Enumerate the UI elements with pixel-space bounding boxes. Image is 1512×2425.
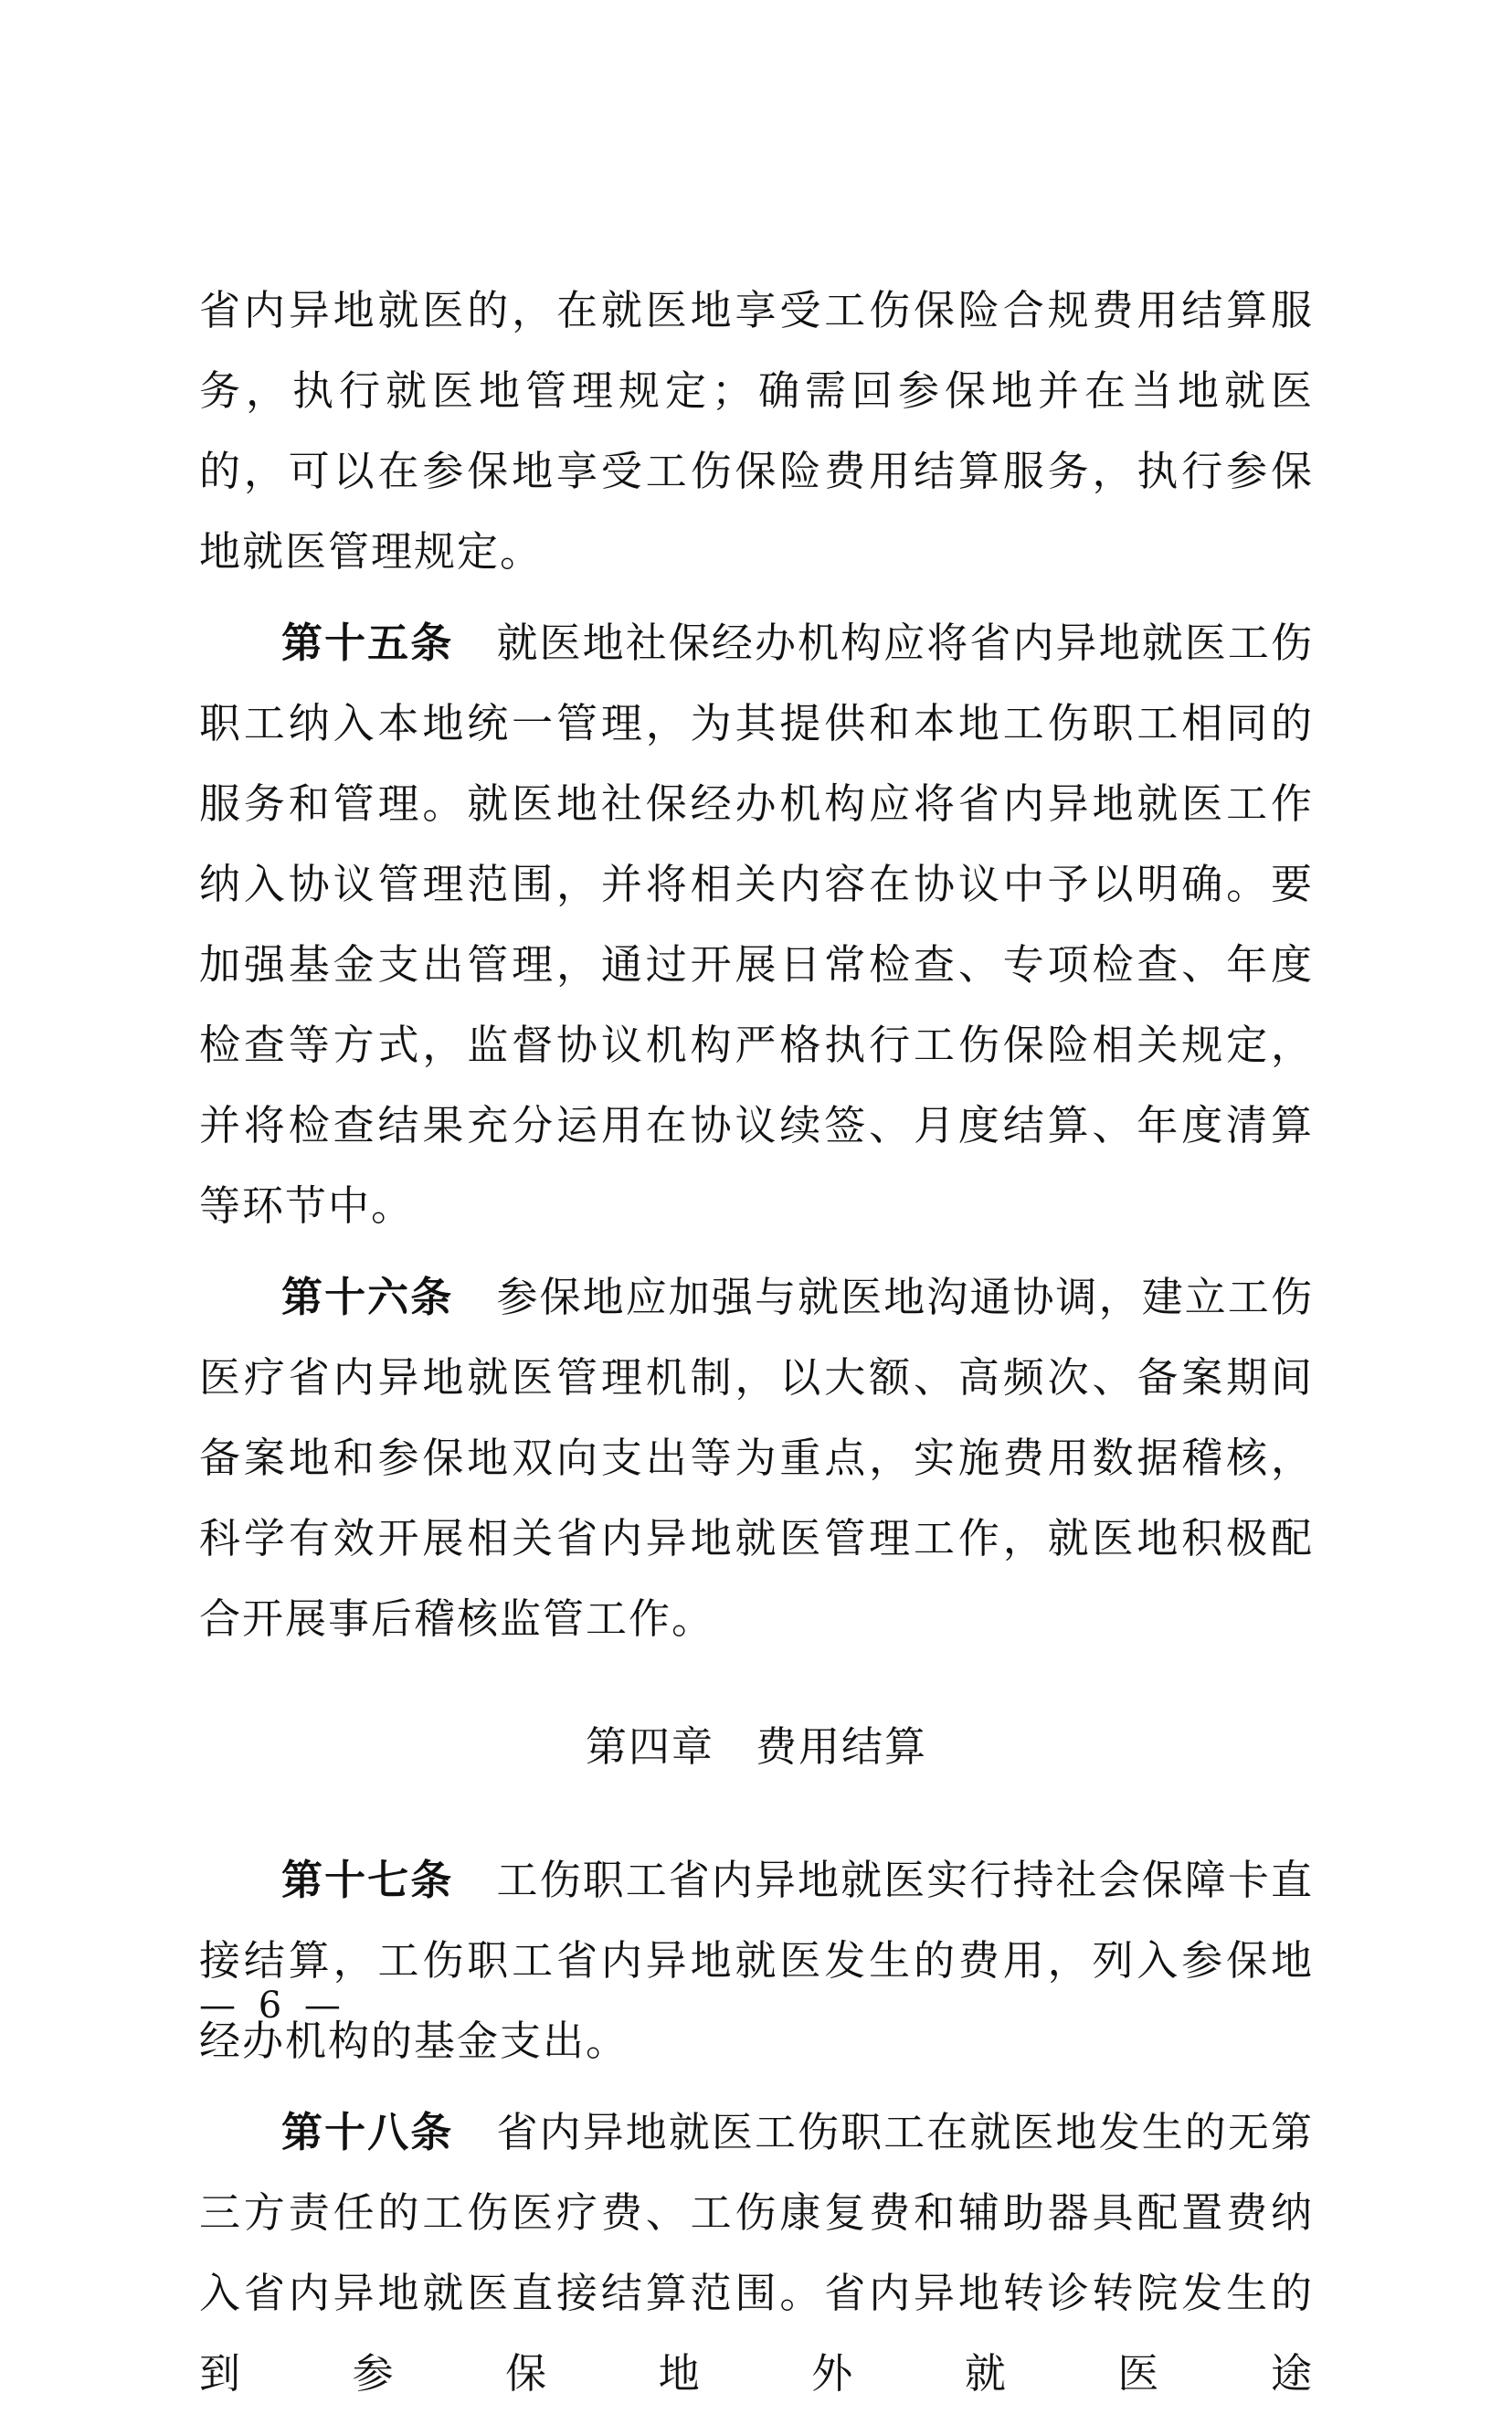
article-number: 第十七条	[281, 1856, 454, 1904]
article-text: 省内异地就医工伤职工在就医地发生的无第三方责任的工伤医疗费、工伤康复费和辅助器具配置费纳入省内异地就医直接结算范围。省内异地转诊转院发生的到参保地外就医途	[199, 2108, 1314, 2398]
chapter-heading	[199, 1707, 1314, 1787]
article-text: 参保地应加强与就医地沟通协调，建立工伤医疗省内异地就医管理机制，以大额、高频次、备案期间备案地和参保地双向支出等为重点，实施费用数据稽核，科学有效开展相关省内异地就医管理工作，就医地积极配合开展事后稽核监管工作。	[199, 1273, 1314, 1643]
paragraph-continuation	[199, 270, 1314, 592]
article-number: 第十八条	[281, 2108, 454, 2156]
document-body	[199, 270, 1314, 2425]
article-16	[199, 1257, 1314, 1659]
page-number: — 6 —	[199, 1985, 346, 2027]
article-17	[199, 1840, 1314, 2081]
article-18	[199, 2092, 1314, 2414]
article-text: 工伤职工省内异地就医实行持社会保障卡直接结算，工伤职工省内异地就医发生的费用，列入参保地经办机构的基金支出。	[199, 1856, 1314, 2065]
article-15	[199, 603, 1314, 1246]
article-number: 第十六条	[281, 1273, 454, 1321]
chapter-number: 第四章	[585, 1722, 714, 1771]
paragraph-text: 省内异地就医的，在就医地享受工伤保险合规费用结算服务，执行就医地管理规定；确需回参保地并在当地就医的，可以在参保地享受工伤保险费用结算服务，执行参保地就医管理规定。	[199, 286, 1314, 576]
article-number: 第十五条	[281, 619, 454, 667]
chapter-title: 费用结算	[756, 1722, 928, 1771]
article-text: 就医地社保经办机构应将省内异地就医工伤职工纳入本地统一管理，为其提供和本地工伤职工相同的服务和管理。就医地社保经办机构应将省内异地就医工作纳入协议管理范围，并将相关内容在协议中予以明确。要加强基金支出管理，通过开展日常检查、专项检查、年度检查等方式，监督协议机构严格执行工伤保险相关规定，并将检查结果充分运用在协议续签、月度结算、年度清算等环节中。	[199, 619, 1314, 1230]
